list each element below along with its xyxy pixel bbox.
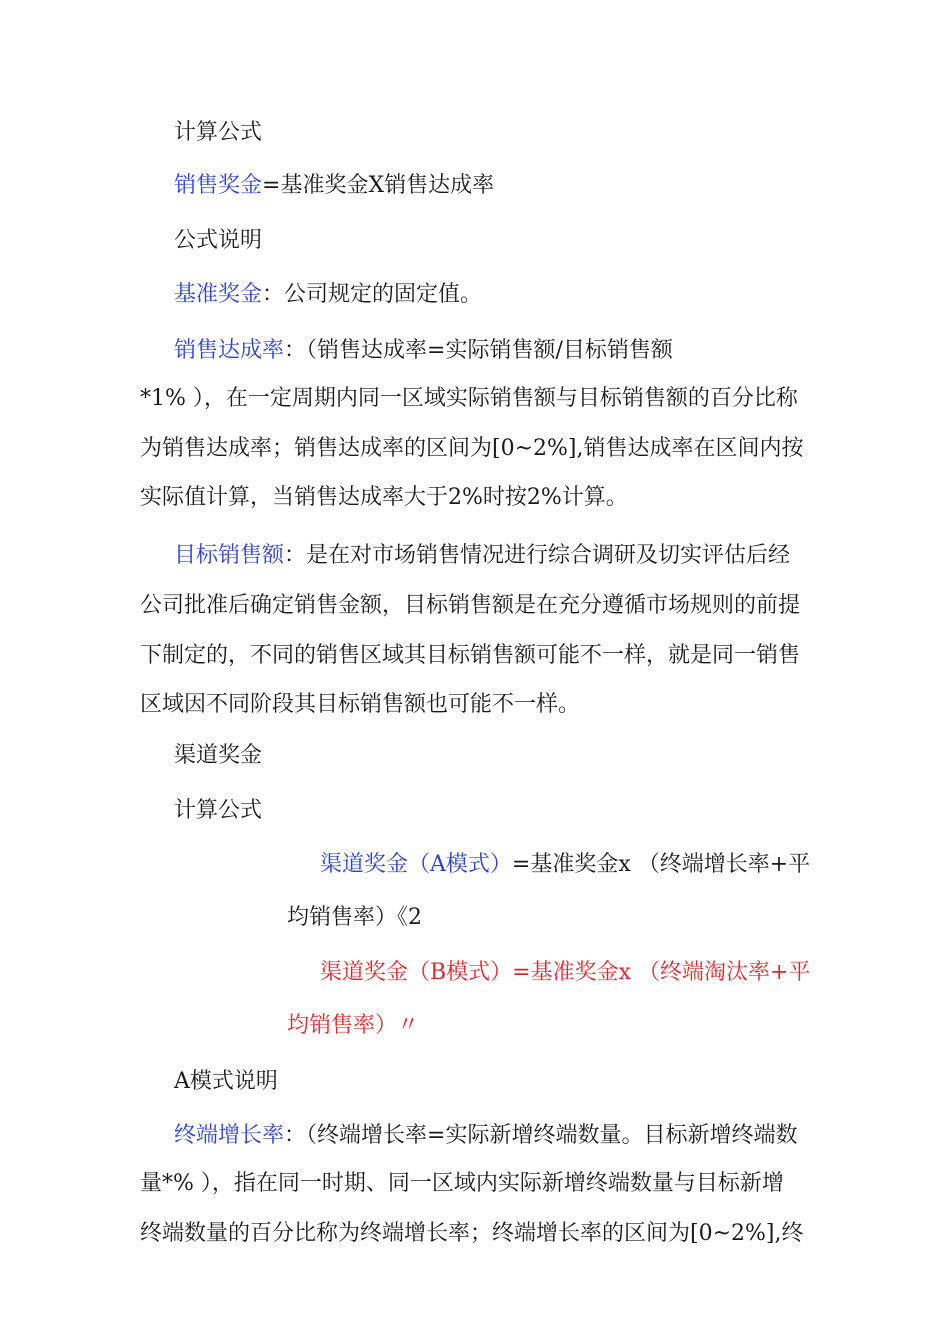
definition-base-bonus-text: ：公司规定的固定值。 — [262, 282, 483, 307]
definition-sales-rate-line-4: 实际值计算，当销售达成率大于2%时按2%计算。 — [140, 485, 628, 510]
definition-terminal-growth-line-2: 量*% ），指在同一时期、同一区域内实际新增终端数量与目标新增 — [140, 1171, 784, 1196]
heading-formula-explain-text: 公式说明 — [174, 228, 263, 253]
definition-target-sales-text-1: ：是在对市场销售情况进行综合调研及切实评估后经 — [284, 543, 791, 568]
definition-sales-rate-line-2: *1% ），在一定周期内同一区域实际销售额与目标销售额的百分比称 — [140, 386, 798, 411]
heading-formula-text: 计算公式 — [174, 120, 263, 145]
term-terminal-growth: 终端增长率 — [174, 1123, 285, 1148]
formula-sales-bonus-rest: =基准奖金X销售达成率 — [262, 173, 495, 198]
definition-target-sales-line-1 — [174, 542, 790, 570]
definition-target-sales-line-3: 下制定的，不同的销售区域其目标销售额可能不一样，就是同一销售 — [140, 643, 801, 668]
term-channel-bonus-a: 渠道奖金（A模式） — [320, 852, 512, 877]
formula-channel-a-line-1 — [320, 851, 810, 879]
definition-terminal-growth-line-1 — [174, 1122, 797, 1150]
definition-terminal-growth-line-3: 终端数量的百分比称为终端增长率；终端增长率的区间为[0~2%],终 — [140, 1221, 804, 1246]
term-sales-rate: 销售达成率 — [174, 338, 285, 363]
definition-terminal-growth-text-1: ：（终端增长率=实际新增终端数量。目标新增终端数 — [284, 1123, 798, 1148]
formula-channel-b-line-1: 渠道奖金（B模式）=基准奖金x （终端淘汰率+平 — [320, 960, 811, 985]
definition-sales-rate-line-3: 为销售达成率；销售达成率的区间为[0~2%],销售达成率在区间内按 — [140, 436, 804, 461]
definition-base-bonus — [174, 281, 482, 309]
definition-sales-rate-text-1: ：（销售达成率=实际销售额/目标销售额 — [284, 338, 673, 363]
section-title-channel-bonus: 渠道奖金 — [174, 743, 263, 768]
formula-channel-a-line-2: 均销售率）《2 — [287, 905, 422, 930]
heading-formula — [174, 119, 262, 147]
term-target-sales: 目标销售额 — [174, 543, 285, 568]
term-sales-bonus: 销售奖金 — [174, 173, 263, 198]
formula-channel-b-line-2: 均销售率）〃 — [287, 1013, 420, 1038]
formula-sales-bonus — [174, 172, 494, 200]
definition-target-sales-line-4: 区域因不同阶段其目标销售额也可能不一样。 — [140, 692, 581, 717]
heading-formula-explain — [174, 227, 262, 255]
definition-sales-rate-line-1 — [174, 337, 673, 365]
heading-formula-2: 计算公式 — [174, 798, 263, 823]
term-base-bonus: 基准奖金 — [174, 282, 263, 307]
definition-target-sales-line-2: 公司批准后确定销售金额，目标销售额是在充分遵循市场规则的前提 — [140, 593, 801, 618]
heading-mode-a-explain: A模式说明 — [174, 1069, 278, 1094]
formula-channel-a-text-1: =基准奖金x （终端增长率+平 — [511, 852, 811, 877]
